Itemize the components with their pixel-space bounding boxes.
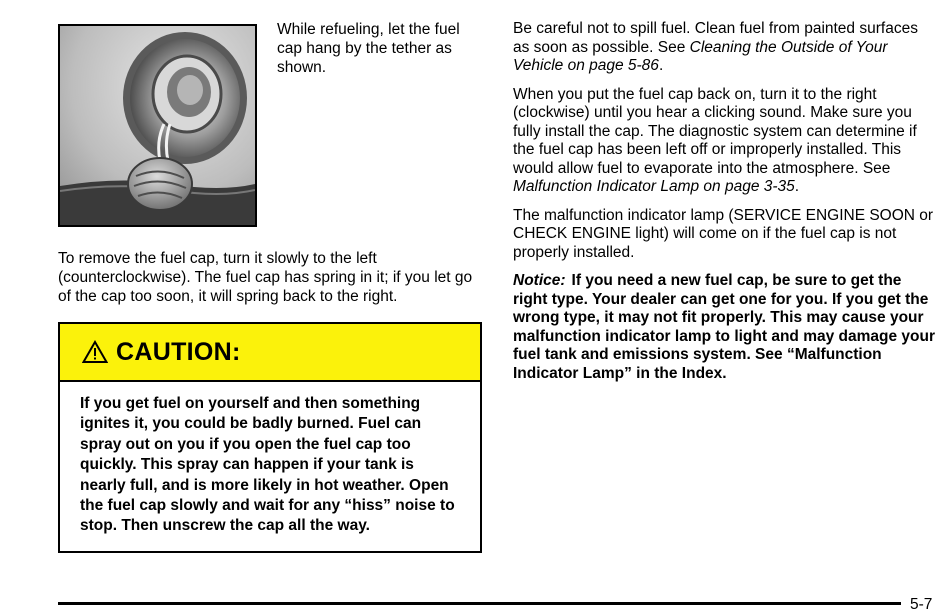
caution-box (58, 322, 482, 553)
notice-paragraph (513, 272, 938, 383)
photo-caption: While refueling, let the fuel cap hang by the tether as shown. (277, 21, 460, 76)
warning-triangle-icon (82, 340, 108, 364)
fuel-cap-illustration (60, 26, 255, 225)
page-number: 5-7 (910, 596, 933, 613)
remove-cap-paragraph: To remove the fuel cap, turn it slowly to the left (counterclockwise). The fuel cap has spring in it; if you let go of the cap too soon, it will spring back to the right. (58, 250, 473, 305)
notice-label: Notice: (513, 272, 566, 289)
footer-rule (58, 602, 901, 605)
spill-text: Be careful not to spill fuel. Clean fuel from painted surfaces as soon as possible. See (513, 20, 918, 56)
notice-text: If you need a new fuel cap, be sure to get the right type. Your dealer can get one for you. If you get the wrong type, it may not fit properly. This may cause your malfunction indicator lamp to light and may damage your fuel tank and emissions system. See “Malfunction Indicator Lamp” in the Index. (513, 272, 935, 382)
spill-paragraph (513, 20, 938, 76)
install-cap-paragraph (513, 86, 938, 197)
install-end: . (794, 178, 800, 195)
spill-end: . (658, 57, 664, 74)
cleaning-reference: Cleaning the Outside of Your Vehicle on page 5-86 (513, 38, 888, 74)
caution-title: CAUTION: (116, 337, 241, 366)
mil-paragraph: The malfunction indicator lamp (SERVICE ENGINE SOON or CHECK ENGINE light) will come on if the fuel cap is not properly installed. (513, 206, 934, 261)
fuel-cap-photo (58, 24, 257, 227)
caution-header (60, 324, 480, 382)
mil-reference: Malfunction Indicator Lamp on page 3-35 (513, 178, 795, 195)
install-text: When you put the fuel cap back on, turn it to the right (clockwise) until you hear a clicking sound. Make sure you fully install the cap. The diagnostic system can determine if the fuel cap has been left off or improperly installed. This would allow fuel to evaporate into the atmosphere. See (513, 85, 917, 177)
caution-body: If you get fuel on yourself and then something ignites it, you could be badly burned. Fuel can spray out on you if you open the fuel cap too quickly. This spray can happen if your tank is nearly full, and is more likely in hot weather. Open the fuel cap slowly and wait for any “hiss” noise to stop. Then unscrew the cap all the way. (80, 395, 455, 535)
right-column (513, 20, 938, 393)
